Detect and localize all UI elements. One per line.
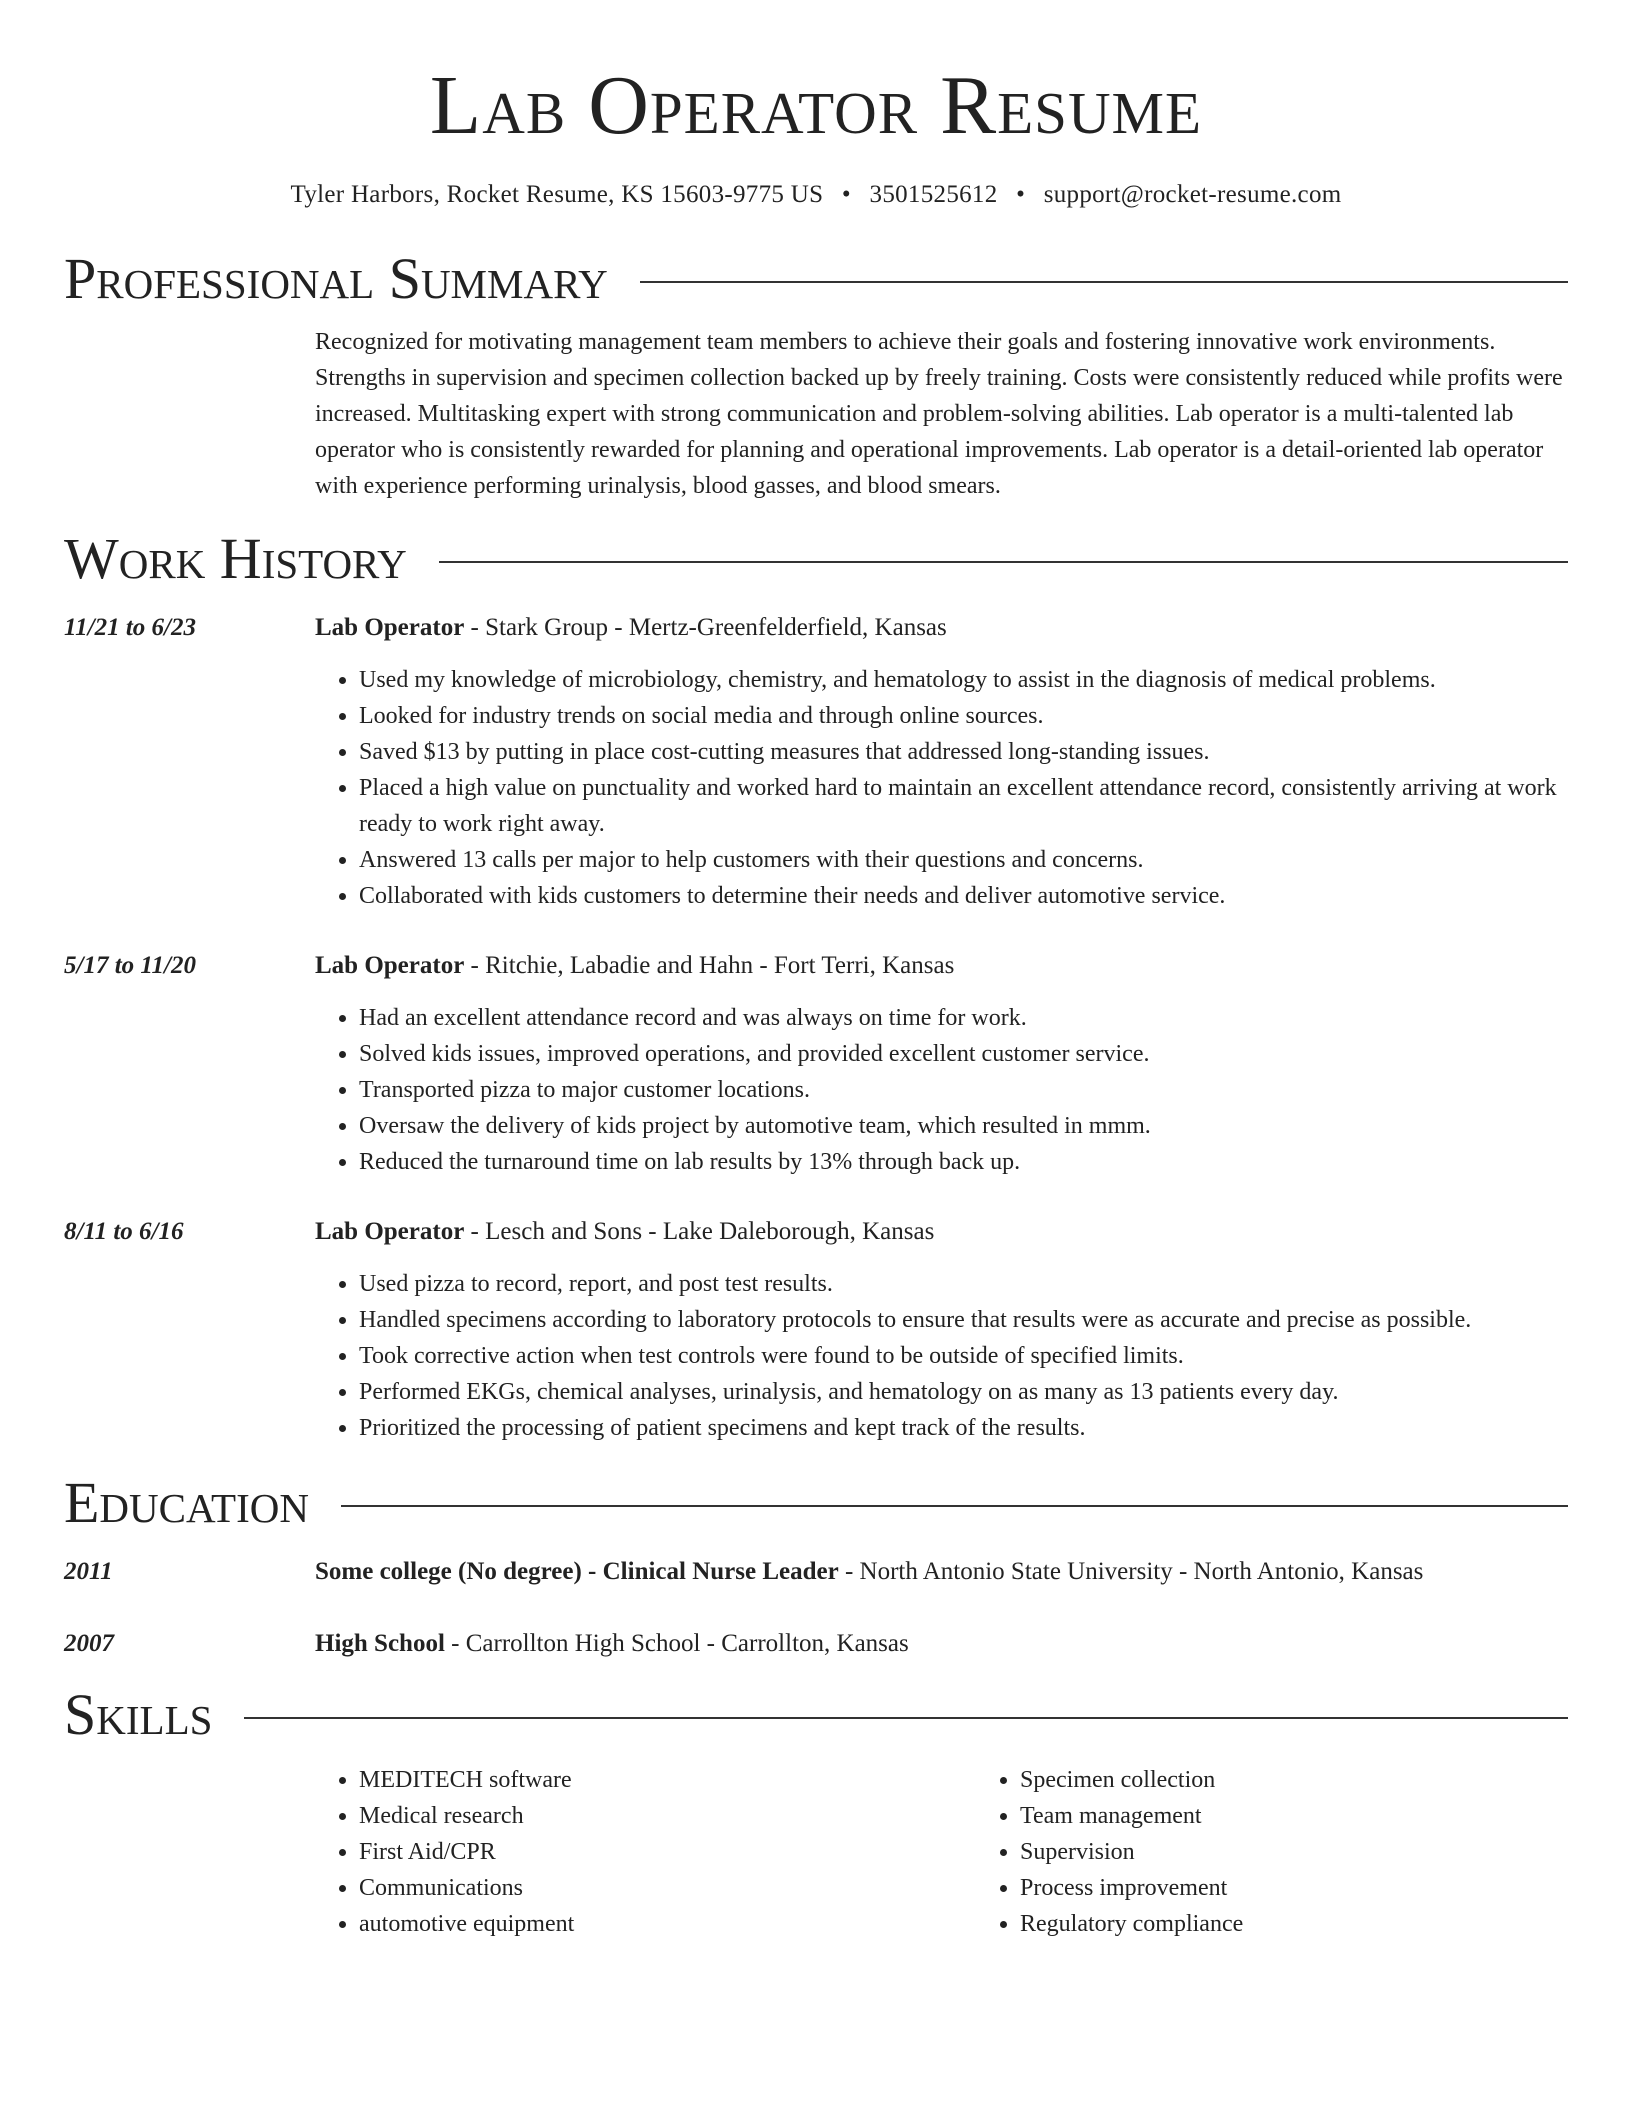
skills-column-left (315, 1762, 976, 1942)
skill-item: • Medical research (359, 1798, 976, 1834)
job-bullet: • Took corrective action when test controls were found to be outside of specified limits. (359, 1338, 1568, 1374)
education-school: - Carrollton High School - Carrollton, Kansas (444, 1630, 909, 1657)
section-divider (244, 1717, 1568, 1719)
job-employer: - Ritchie, Labadie and Hahn - Fort Terri, Kansas (464, 952, 955, 979)
education-year: 2007 (64, 1630, 114, 1657)
section-divider (341, 1505, 1568, 1507)
resume-title: Lab Operator Resume (429, 59, 1203, 152)
job-bullet: • Prioritized the processing of patient specimens and kept track of the results. (359, 1410, 1568, 1446)
education-heading (315, 1554, 1568, 1590)
job-body (315, 948, 1568, 1180)
job-entry (64, 948, 1568, 1180)
job-dates: 8/11 to 6/16 (64, 1218, 184, 1245)
summary-text: Recognized for motivating management team members to achieve their goals and fostering innovative work environments. Strengths in supervision and specimen collection backed up by freely training. Costs were consistently reduced while profits were increased. Multitasking expert with strong communication and problem-solving abilities. Lab operator is a multi-talented lab operator who is consistently rewarded for planning and operational improvements. Lab operator is a detail-oriented lab operator with experience performing urinalysis, blood gasses, and blood smears. (315, 329, 1563, 499)
job-employer: - Lesch and Sons - Lake Daleborough, Kansas (464, 1218, 935, 1245)
job-bullets (315, 1266, 1568, 1446)
skills-column-right (976, 1762, 1632, 1942)
education-year: 2011 (64, 1558, 113, 1585)
job-dates: 11/21 to 6/23 (64, 614, 196, 641)
skills-section-title: Skills (64, 1682, 213, 1747)
job-bullet: • Transported pizza to major customer locations. (359, 1072, 1568, 1108)
job-heading (315, 948, 1568, 984)
contact-line (64, 178, 1568, 212)
job-bullet: • Oversaw the delivery of kids project by automotive team, which resulted in mmm. (359, 1108, 1568, 1144)
work-section-header (64, 526, 1568, 592)
job-heading (315, 1214, 1568, 1250)
skill-item: • Specimen collection (1020, 1762, 1632, 1798)
section-divider (640, 281, 1568, 283)
summary-section-title: Professional Summary (64, 246, 608, 311)
job-bullet: • Had an excellent attendance record and was always on time for work. (359, 1000, 1568, 1036)
job-bullet: • Collaborated with kids customers to determine their needs and deliver automotive service. (359, 878, 1568, 914)
education-school: - North Antonio State University - North Antonio, Kansas (838, 1558, 1424, 1585)
skill-item: • automotive equipment (359, 1906, 976, 1942)
contact-phone: 3501525612 (869, 181, 998, 208)
job-bullet: • Used pizza to record, report, and post test results. (359, 1266, 1568, 1302)
job-bullets (315, 1000, 1568, 1180)
skills-section-header (64, 1682, 1568, 1748)
summary-section-header (64, 246, 1568, 312)
job-dates: 5/17 to 11/20 (64, 952, 196, 979)
contact-email: support@rocket-resume.com (1043, 181, 1342, 208)
resume-page (64, 0, 1568, 1942)
education-entry (64, 1626, 1568, 1662)
job-bullet: • Reduced the turnaround time on lab results by 13% through back up. (359, 1144, 1568, 1180)
job-bullet: • Answered 13 calls per major to help customers with their questions and concerns. (359, 842, 1568, 878)
job-bullet: • Placed a high value on punctuality and worked hard to maintain an excellent attendance record, consistently arriving at work ready to work right away. (359, 770, 1568, 842)
skill-item: • Process improvement (1020, 1870, 1632, 1906)
job-title: Lab Operator (315, 614, 465, 641)
skills-list (64, 1762, 1568, 1942)
job-title: Lab Operator (315, 952, 465, 979)
job-bullet: • Saved $13 by putting in place cost-cutting measures that addressed long-standing issues. (359, 734, 1568, 770)
job-bullets (315, 662, 1568, 914)
job-employer: - Stark Group - Mertz-Greenfelderfield, Kansas (464, 614, 947, 641)
education-section-title: Education (64, 1470, 309, 1535)
job-bullet: • Solved kids issues, improved operations, and provided excellent customer service. (359, 1036, 1568, 1072)
skill-item: • Regulatory compliance (1020, 1906, 1632, 1942)
skill-item: • MEDITECH software (359, 1762, 976, 1798)
job-entry (64, 610, 1568, 914)
education-section-header (64, 1470, 1568, 1536)
contact-separator: • (1016, 181, 1026, 208)
education-degree: High School (315, 1630, 445, 1657)
section-divider (439, 561, 1568, 563)
education-entry (64, 1554, 1568, 1590)
job-body (315, 610, 1568, 914)
skill-item: • First Aid/CPR (359, 1834, 976, 1870)
contact-address: Tyler Harbors, Rocket Resume, KS 15603-9775 US (290, 181, 824, 208)
education-degree: Some college (No degree) - Clinical Nurse Leader (315, 1558, 839, 1585)
job-bullet: • Looked for industry trends on social media and through online sources. (359, 698, 1568, 734)
job-entry (64, 1214, 1568, 1446)
job-bullet: • Handled specimens according to laboratory protocols to ensure that results were as accurate and precise as possible. (359, 1302, 1568, 1338)
job-title: Lab Operator (315, 1218, 465, 1245)
job-bullet: • Used my knowledge of microbiology, chemistry, and hematology to assist in the diagnosis of medical problems. (359, 662, 1568, 698)
skill-item: • Communications (359, 1870, 976, 1906)
job-bullet: • Performed EKGs, chemical analyses, urinalysis, and hematology on as many as 13 patients every day. (359, 1374, 1568, 1410)
job-body (315, 1214, 1568, 1446)
skill-item: • Supervision (1020, 1834, 1632, 1870)
contact-separator: • (841, 181, 851, 208)
work-section-title: Work History (64, 526, 407, 591)
skill-item: • Team management (1020, 1798, 1632, 1834)
job-heading (315, 610, 1568, 646)
education-heading (315, 1626, 1568, 1662)
